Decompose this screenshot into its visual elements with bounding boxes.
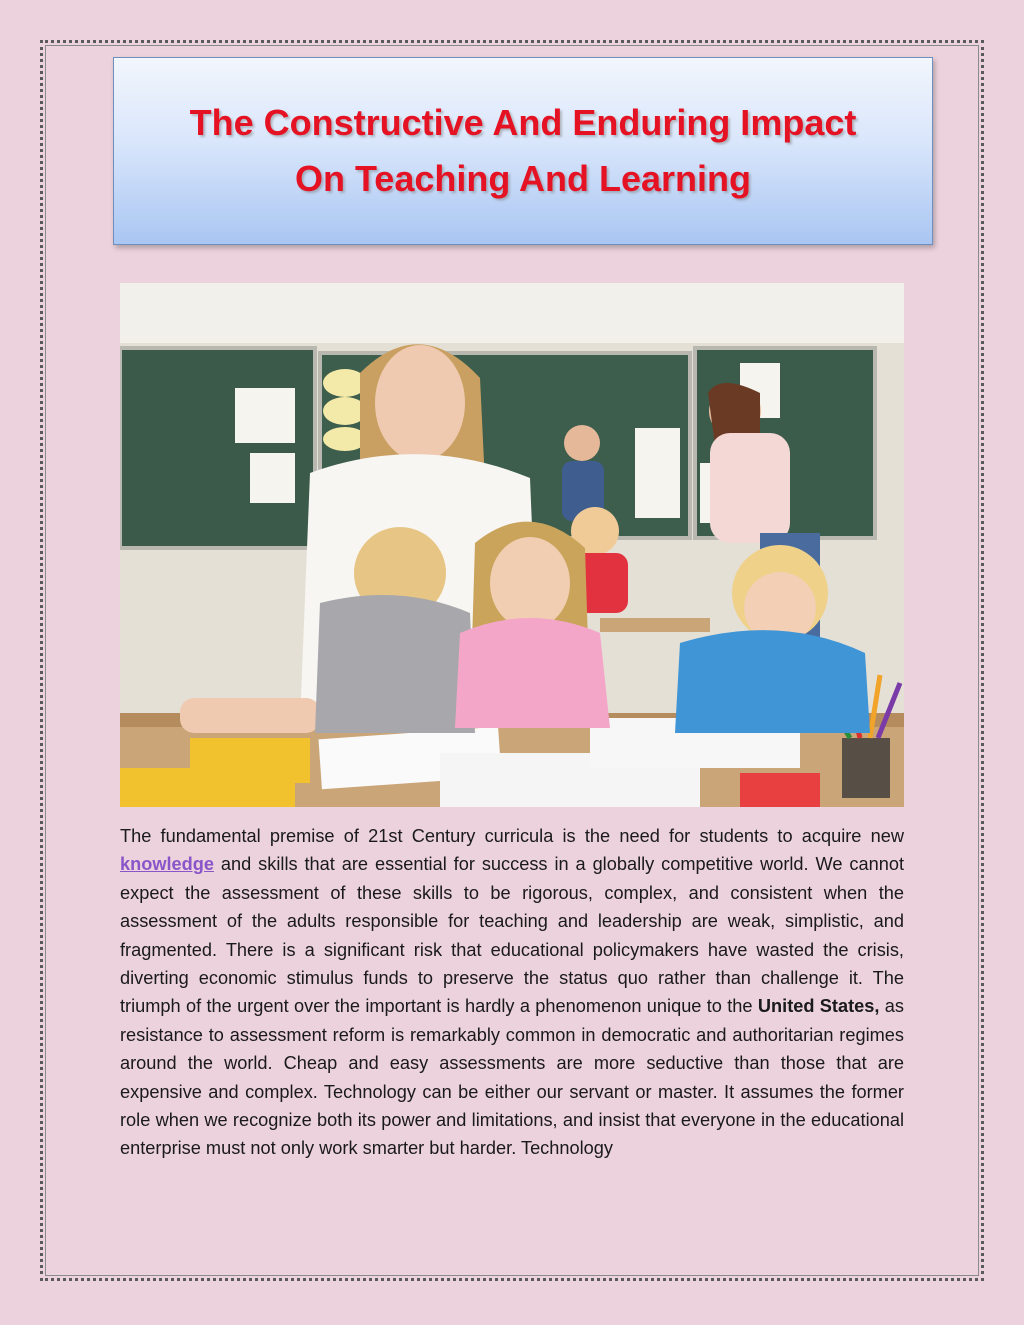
article-bold-text: United States, [757, 996, 880, 1017]
title-banner [113, 57, 933, 245]
article-paragraph [120, 822, 904, 1163]
classroom-photo-illustration [120, 283, 904, 807]
page-title [170, 95, 877, 207]
title-line-1: The Constructive And Enduring Impact [189, 102, 857, 143]
article-text-start: The fundamental premise of 21st Century curricula is the need for students to acquire new [120, 826, 904, 846]
classroom-photo [120, 283, 904, 807]
article-text-middle: and skills that are essential for success in a globally competitive world. We cannot expect the assessment of these skills to be rigorous, complex, and consistent when the assessment of the adults responsible for teaching and leadership are weak, simplistic, and fragmented. There is a significant risk that educational policymakers have wasted the crisis, diverting economic stimulus funds to preserve the status quo rather than challenge it. The triumph of the urgent over the important is hardly a phenomenon unique to the [120, 854, 904, 1017]
title-line-2: On Teaching And Learning [294, 158, 751, 199]
article-text-end: as resistance to assessment reform is remarkably common in democratic and authoritarian regimes around the world. Cheap and easy assessments are more seductive than those that are expensive and complex. Technology can be either our servant or master. It assumes the former role when we recognize both its power and limitations, and insist that everyone in the educational enterprise must not only work smarter but harder. Technology [120, 996, 904, 1159]
knowledge-link[interactable]: knowledge [120, 854, 214, 875]
